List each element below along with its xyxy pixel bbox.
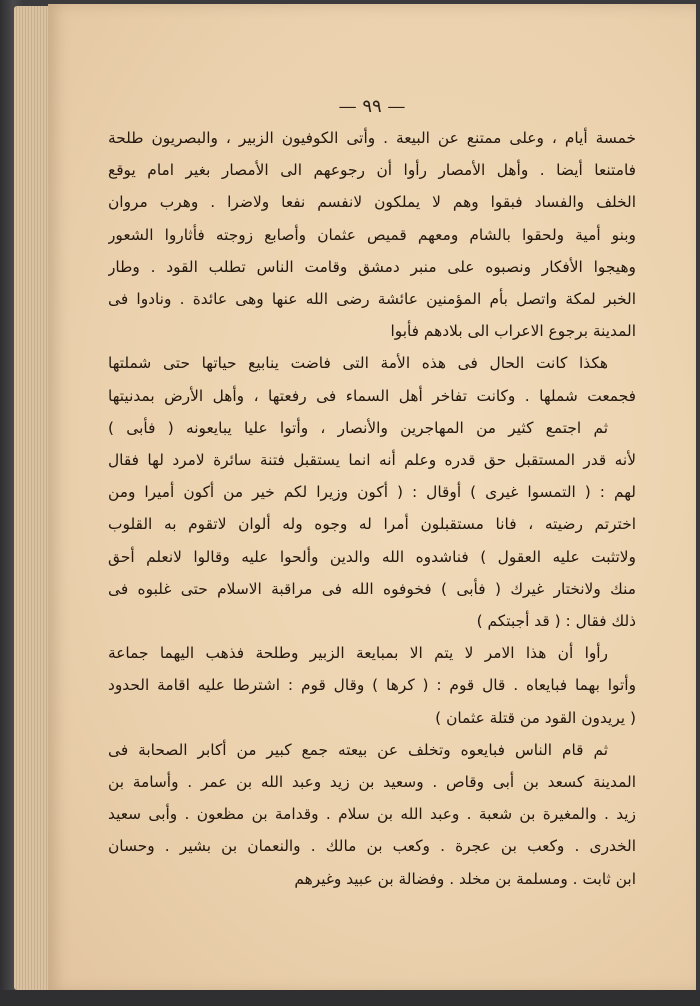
body-text [108, 122, 636, 895]
text-line: الخدرى . وكعب بن عجرة . وكعب بن مالك . والنعمان بن بشير . وحسان [108, 837, 636, 856]
text-line: فجمعت شملها . وكانت تفاخر أهل السماء فى رفعتها ، وأهل الأرض بمدنيتها [108, 386, 636, 405]
text-line: ( يريدون القود من قتلة عثمان ) [435, 708, 636, 727]
text-line: وبنو أمية ولحقوا بالشام ومعهم قميص عثمان وأصابع زوجته فأثاروا الشعور [108, 225, 636, 244]
text-line: وأتوا بهما فبايعاه . قال قوم : ( كرها ) وقال قوم : اشترطا عليه اقامة الحدود [108, 676, 636, 695]
text-line: منك ولانختار غيرك ( فأبى ) فخوفوه الله فى مراقبة الاسلام حتى غلبوه فى [108, 579, 636, 598]
text-line: اخترتم رضيته ، فانا مستقبلون أمرا له وجوه وله ألوان لاتقوم به القلوب [108, 515, 636, 534]
text-line: ثم اجتمع كثير من المهاجرين والأنصار ، وأتوا عليا يبايعونه ( فأبى ) [108, 418, 608, 437]
text-line: هكذا كانت الحال فى هذه الأمة التى فاضت ينابيع حياتها حتى شملتها [108, 354, 608, 373]
text-line: ثم قام الناس فبايعوه وتخلف عن بيعته جمع كبير من أكابر الصحابة فى [108, 740, 608, 759]
text-line: وهيجوا الأفكار ونصبوه على منبر دمشق وقامت الناس تطلب القود . وطار [108, 257, 636, 276]
text-line: ذلك فقال : ( قد أجبتكم ) [476, 612, 636, 631]
text-line: ولاتثبت عليه العقول ) فناشدوه الله والدين وألحوا عليه وقالوا لانعلم أحق [108, 547, 636, 566]
text-line: ابن ثابت . ومسلمة بن مخلد . وفضالة بن عبيد وغيرهم [294, 869, 636, 888]
scan-bottom-band [0, 990, 700, 1006]
text-line: لهم : ( التمسوا غيرى ) أوقال : ( أكون وزيرا لكم خير من أكون أميرا ومن [108, 483, 636, 502]
text-line: لأنه قدر المستقبل حق قدره وعلم أنه انما يستقبل فتنة سائرة لامرد لها فقال [108, 451, 636, 470]
text-line: رأوا أن هذا الامر لا يتم الا بمبايعة الزبير وطلحة فذهب اليهما جماعة [108, 644, 608, 663]
text-line: المدينة برجوع الاعراب الى بلادهم فأبوا [390, 322, 636, 341]
text-line: زيد . والمغيرة بن شعبة . وعبد الله بن سلام . وقدامة بن مظعون . وأبى سعيد [108, 805, 636, 824]
text-line: الخبر لمكة واتصل بأم المؤمنين عائشة رضى الله عنها وهى عائدة . ونادوا فى [108, 290, 636, 309]
page-number: — ٩٩ — [338, 96, 406, 117]
text-line: فامتنعا أيضا . وأهل الأمصار رأوا أن رجوعهم الى الأمصار بغير امام يوقع [108, 161, 636, 180]
text-line: الخلف والفساد فبقوا وهم لا يملكون لانفسم نفعا ولاضرا . وهرب مروان [108, 193, 636, 212]
text-line: خمسة أيام ، وعلى ممتنع عن البيعة . وأتى الكوفيون الزبير ، والبصريون طلحة [108, 129, 636, 147]
book-page [48, 4, 696, 992]
text-line: المدينة كسعد بن أبى وقاص . وسعيد بن زيد وعبد الله بن عمر . وأسامة بن [108, 773, 636, 792]
